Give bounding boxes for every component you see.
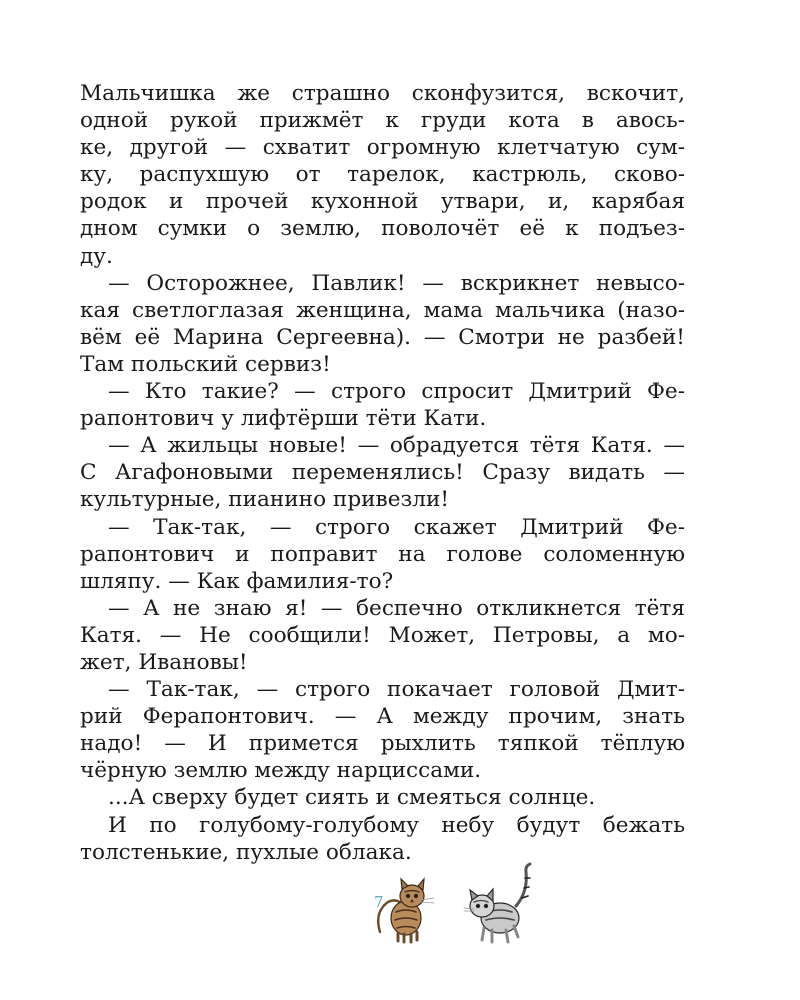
text-line: ку, распухшую от тарелок, кастрюль, сково- <box>80 162 685 188</box>
text-line: — Так-так, — строго скажет Дмитрий Фе- <box>108 514 685 540</box>
cats-illustration-icon <box>368 862 543 947</box>
text-line: — Так-так, — строго покачает головой Дмит- <box>108 677 685 703</box>
text-line: С Агафоновыми переменялись! Сразу видать — <box>80 460 685 486</box>
text-line: рий Ферапонтович. — А между прочим, знать <box>80 704 685 730</box>
grey-cat-icon <box>464 864 530 942</box>
text-line: Там польский сервиз! <box>80 351 331 377</box>
text-line: родок и прочей кухонной утвари, и, карябая <box>80 189 685 215</box>
text-line: одной рукой прижмёт к груди кота в авось- <box>80 108 685 134</box>
text-line: И по голубому-голубому небу будут бежать <box>108 812 685 838</box>
text-line: — А не знаю я! — беспечно откликнется тётя <box>108 595 685 621</box>
text-line: жет, Ивановы! <box>80 649 248 675</box>
text-line: чёрную землю между нарциссами. <box>80 758 482 784</box>
text-line: ...А сверху будет сиять и смеяться солнце. <box>108 785 596 811</box>
text-line: рапонтович у лифтёрши тёти Кати. <box>80 406 487 432</box>
text-line: — А жильцы новые! — обрадуется тётя Катя. — <box>108 433 685 459</box>
text-line: Катя. — Не сообщили! Может, Петровы, а мо- <box>80 622 685 648</box>
text-line: дном сумки о землю, поволочёт её к подъез- <box>80 216 685 242</box>
text-line: ке, другой — схватит огромную клетчатую сум- <box>80 135 685 161</box>
body-text <box>80 80 685 866</box>
text-line: культурные, пианино привезли! <box>80 487 450 513</box>
page-number: 7 <box>374 893 384 911</box>
text-line: — Кто такие? — строго спросит Дмитрий Фе- <box>108 379 685 405</box>
text-line: вём её Марина Сергеевна). — Смотри не разбей! <box>80 324 685 350</box>
text-line: ду. <box>80 243 113 269</box>
text-line: кая светлоглазая женщина, мама мальчика (назо- <box>80 297 685 323</box>
text-line: — Осторожнее, Павлик! — вскрикнет невысо- <box>108 270 685 296</box>
text-line: шляпу. — Как фамилия-то? <box>80 568 394 594</box>
text-line: Мальчишка же страшно сконфузится, вскочит, <box>80 81 685 106</box>
text-line: толстенькие, пухлые облака. <box>80 839 412 865</box>
text-line: рапонтович и поправит на голове соломенную <box>80 541 685 567</box>
text-line: надо! — И примется рыхлить тяпкой тёплую <box>80 731 685 757</box>
tabby-cat-icon <box>378 879 434 942</box>
